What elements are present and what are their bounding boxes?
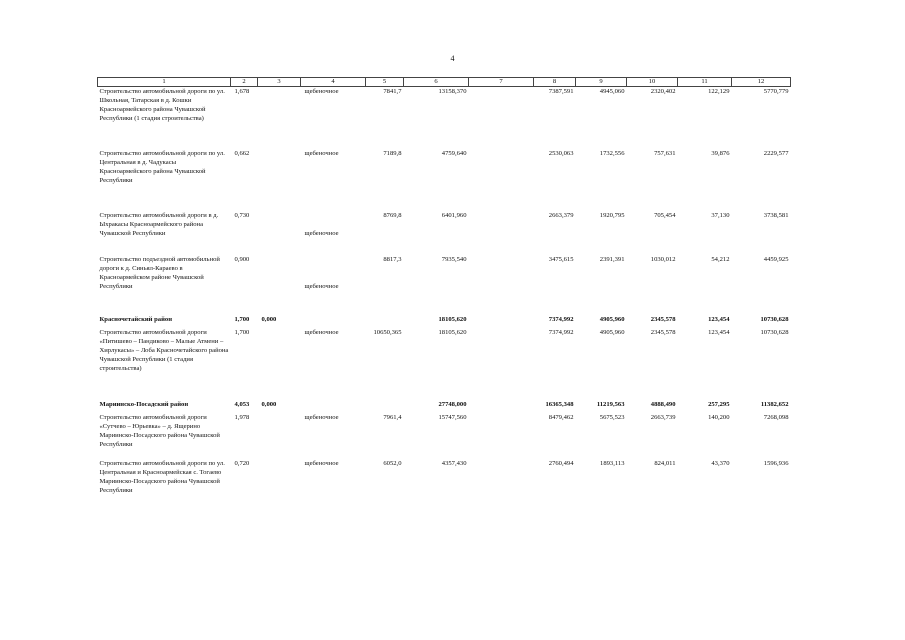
column-header-2: 2 <box>231 78 258 87</box>
cell-c3 <box>258 87 301 149</box>
cell-c5: 6052,0 <box>383 459 402 467</box>
cell-c6: 18105,620 <box>438 315 467 323</box>
column-header-3: 3 <box>258 78 301 87</box>
cell-name: Строительство подъездной автомобильной дороги к д. Синьял-Караево в Красноармейском районе Чувашской Республики <box>99 255 220 290</box>
cell-c11: 140,200 <box>708 413 730 421</box>
column-header-4: 4 <box>301 78 366 87</box>
cell-c2: 1,978 <box>234 413 250 421</box>
cell-c11: 37,130 <box>711 211 730 219</box>
cell-c6: 6401,960 <box>441 211 467 219</box>
cell-surf: щебеночное <box>304 413 339 421</box>
column-header-1: 1 <box>98 78 231 87</box>
cell-name: Строительство автомобильной дороги по ул. Школьная, Татарская в д. Кошки Красноармейского района Чувашской Республики (1 стадия строительства) <box>99 88 225 122</box>
column-header-5: 5 <box>366 78 404 87</box>
cell-c12: 10730,628 <box>760 328 789 336</box>
cell-c7 <box>469 255 534 315</box>
cell-c2: 1,700 <box>234 328 250 336</box>
column-header-9: 9 <box>576 78 627 87</box>
cell-c7 <box>469 211 534 255</box>
cell-c3 <box>258 459 301 517</box>
cell-name: Строительство автомобильной дороги по ул. Центральная и Красноармейская с. Тогаево Мариинско-Посадского района Чувашской Республики <box>99 459 225 494</box>
cell-c2: 1,700 <box>234 315 250 323</box>
district-subtotal-row <box>98 315 791 328</box>
table-row <box>98 328 791 400</box>
cell-name: Мариинско-Посадский район <box>99 400 189 408</box>
cell-c7 <box>469 87 534 149</box>
cell-surf: щебеночное <box>304 149 339 157</box>
cell-c12: 10730,628 <box>760 315 789 323</box>
column-header-10: 10 <box>627 78 678 87</box>
cell-c2: 0,900 <box>234 255 250 263</box>
cell-c7 <box>469 400 534 413</box>
cell-c10: 705,454 <box>654 211 676 219</box>
cell-c3 <box>258 211 301 255</box>
cell-name: Красночетайский район <box>99 315 172 323</box>
cell-surf: щебеночное <box>304 88 339 95</box>
cell-c6: 4759,640 <box>441 149 467 157</box>
cell-surf: щебеночное <box>304 229 339 237</box>
cell-c2: 1,678 <box>234 88 250 95</box>
cell-name: Строительство автомобильной дороги по ул. Центральная в д. Чадукасы Красноармейского района Чувашской Республики <box>99 149 225 184</box>
column-header-8: 8 <box>534 78 576 87</box>
cell-c6: 18105,620 <box>438 328 467 336</box>
cell-c12: 4459,925 <box>763 255 789 263</box>
cell-c8: 7374,992 <box>548 315 574 323</box>
table-row <box>98 211 791 255</box>
cell-c5: 8769,8 <box>383 211 402 219</box>
cell-c3 <box>258 149 301 211</box>
cell-c12: 11382,652 <box>760 400 789 408</box>
cell-c9: 4945,060 <box>599 88 625 95</box>
cell-c12: 2229,577 <box>763 149 789 157</box>
cell-c9: 5675,523 <box>599 413 625 421</box>
district-subtotal-row <box>98 400 791 413</box>
cell-c8: 7374,992 <box>548 328 574 336</box>
column-header-12: 12 <box>732 78 791 87</box>
cell-c11: 122,129 <box>708 88 730 95</box>
cell-surf: щебеночное <box>304 459 339 467</box>
cell-surf: щебеночное <box>304 282 339 290</box>
cell-surf <box>301 315 366 328</box>
table-row <box>98 87 791 149</box>
cell-c10: 2663,739 <box>650 413 676 421</box>
cell-c11: 123,454 <box>708 315 730 323</box>
cell-c9: 4905,960 <box>599 315 625 323</box>
cell-c3 <box>258 255 301 315</box>
cell-c10: 4888,490 <box>650 400 676 408</box>
cell-c3 <box>258 328 301 400</box>
cell-c10: 2345,578 <box>650 328 676 336</box>
cell-c8: 8479,462 <box>548 413 574 421</box>
cell-c11: 39,876 <box>711 149 730 157</box>
cell-c5 <box>366 400 404 413</box>
column-header-6: 6 <box>404 78 469 87</box>
table-row <box>98 459 791 517</box>
cell-c9: 1920,795 <box>599 211 625 219</box>
cell-c6: 4357,430 <box>441 459 467 467</box>
cell-name: Строительство автомобильной дороги «Сутчево – Юрьевка» – д. Ящерино Мариинско-Посадского района Чувашской Республики <box>99 413 220 448</box>
cell-c9: 1732,556 <box>599 149 625 157</box>
cell-surf <box>301 400 366 413</box>
cell-c8: 2663,379 <box>548 211 574 219</box>
cell-c2: 0,720 <box>234 459 250 467</box>
cell-c3 <box>258 413 301 459</box>
cell-c8: 7387,591 <box>548 88 574 95</box>
cell-c10: 2320,402 <box>650 88 676 95</box>
cell-c7 <box>469 315 534 328</box>
table-row <box>98 255 791 315</box>
cell-c3: 0,000 <box>261 315 277 323</box>
cell-c7 <box>469 413 534 459</box>
column-header-7: 7 <box>469 78 534 87</box>
cell-c8: 2530,063 <box>548 149 574 157</box>
cell-c12: 7268,098 <box>763 413 789 421</box>
column-header-11: 11 <box>678 78 732 87</box>
cell-c6: 7935,540 <box>441 255 467 263</box>
cell-c6: 15747,560 <box>438 413 467 421</box>
budget-table <box>97 77 791 517</box>
cell-c9: 4905,960 <box>599 328 625 336</box>
cell-c12: 5770,779 <box>763 88 789 95</box>
cell-c2: 0,730 <box>234 211 250 219</box>
cell-c9: 2391,391 <box>599 255 625 263</box>
cell-c7 <box>469 328 534 400</box>
cell-c7 <box>469 459 534 517</box>
header-row <box>98 78 791 87</box>
cell-c5: 10650,365 <box>373 328 402 336</box>
table-row <box>98 413 791 459</box>
cell-c8: 3475,615 <box>548 255 574 263</box>
cell-c10: 824,011 <box>654 459 676 467</box>
table-body <box>98 87 791 517</box>
cell-c3: 0,000 <box>261 400 277 408</box>
page-number: 4 <box>450 54 455 63</box>
cell-c9: 1893,113 <box>600 459 625 467</box>
cell-c12: 1596,936 <box>763 459 789 467</box>
table-row <box>98 149 791 211</box>
cell-c6: 13158,370 <box>438 88 467 95</box>
cell-c11: 54,212 <box>711 255 730 263</box>
cell-c2: 0,662 <box>234 149 250 157</box>
cell-c11: 257,295 <box>708 400 730 408</box>
cell-c5: 7961,4 <box>383 413 402 421</box>
cell-c11: 123,454 <box>708 328 730 336</box>
cell-surf: щебеночное <box>304 328 339 336</box>
cell-c9: 11219,563 <box>596 400 625 408</box>
cell-c5: 8817,3 <box>383 255 402 263</box>
cell-c7 <box>469 149 534 211</box>
cell-c5: 7189,8 <box>383 149 402 157</box>
cell-c10: 1030,012 <box>650 255 676 263</box>
cell-c2: 4,053 <box>234 400 250 408</box>
cell-c10: 757,631 <box>654 149 676 157</box>
cell-c12: 3738,581 <box>763 211 789 219</box>
cell-c5 <box>366 315 404 328</box>
cell-c8: 2760,494 <box>548 459 574 467</box>
cell-name: Строительство автомобильной дороги «Питишево – Пандиково – Малые Атмени – Хирлукасы» – Лоба Красночетайского района Чувашской Республики (1 стадия строительства) <box>99 328 229 372</box>
cell-c5: 7841,7 <box>383 88 402 95</box>
cell-name: Строительство автомобильной дороги в д. Ыхракасы Красноармейского района Чувашской Республики <box>99 211 219 237</box>
cell-c10: 2345,578 <box>650 315 676 323</box>
cell-c6: 27748,000 <box>438 400 467 408</box>
cell-c11: 43,370 <box>711 459 730 467</box>
cell-c8: 16365,348 <box>545 400 574 408</box>
